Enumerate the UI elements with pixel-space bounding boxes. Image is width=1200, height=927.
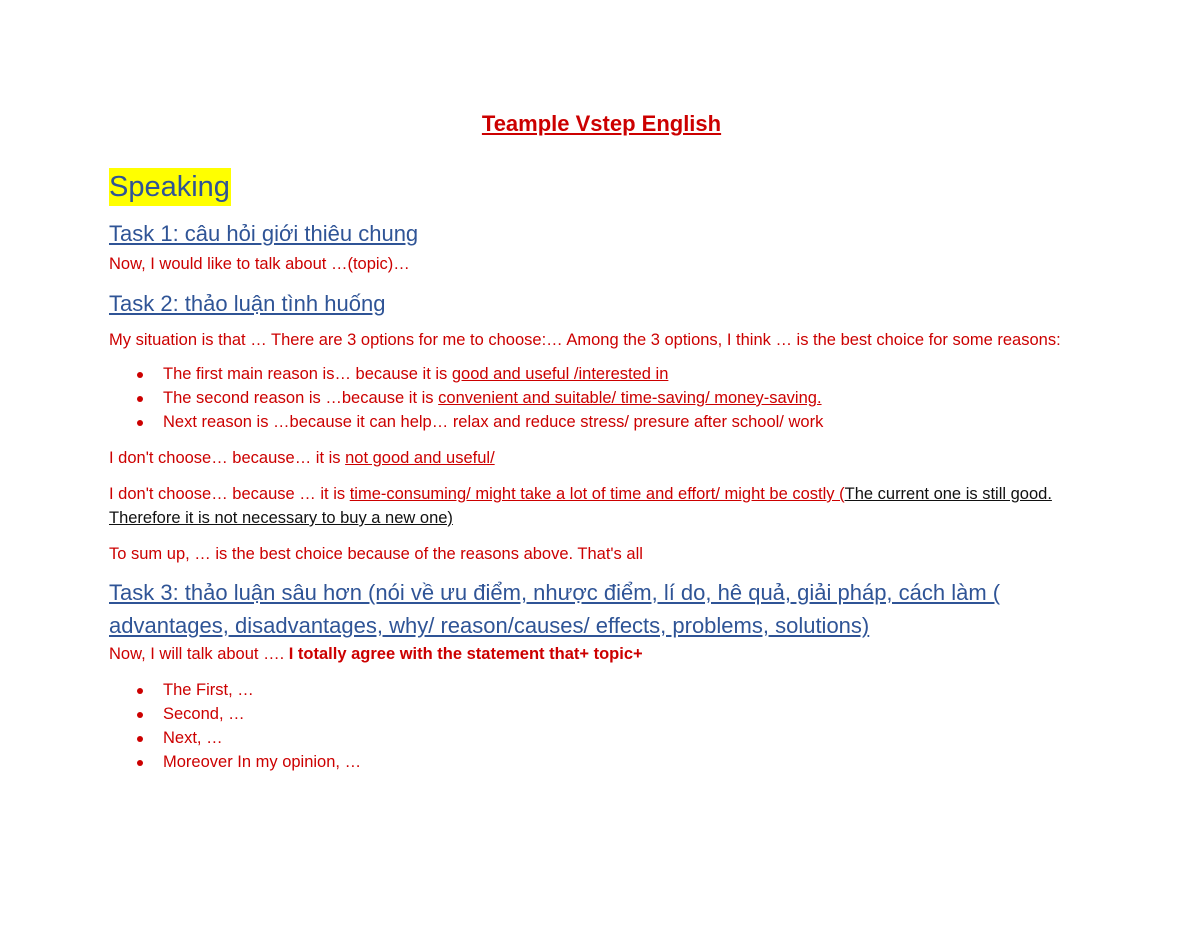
task1-text: Now, I would like to talk about …(topic)… <box>109 255 410 273</box>
section-heading <box>109 168 1094 206</box>
list-item-text: The second reason is …because it is <box>163 389 439 407</box>
dont-choose-2-text: I don't choose… because … it is <box>109 485 350 503</box>
task1-heading: Task 1: câu hỏi giới thiêu chung <box>109 221 419 246</box>
dont-choose-2-underlined: time-consuming/ might take a lot of time and effort/ might be costly ( <box>349 485 845 503</box>
document-content <box>109 108 1094 774</box>
task3-intro-text: Now, I will talk about …. <box>109 645 289 663</box>
document-title: Teample Vstep English <box>481 111 722 136</box>
task3-points-list <box>109 678 1094 774</box>
bullet-dot-icon <box>137 736 143 742</box>
bullet-dot-icon <box>137 760 143 766</box>
task2-heading: Task 2: thảo luận tình huống <box>109 291 386 316</box>
list-item <box>109 726 1094 750</box>
dont-choose-1-text: I don't choose… because… it is <box>109 449 346 467</box>
list-item <box>109 678 1094 702</box>
bullet-dot-icon <box>137 372 143 378</box>
bullet-dot-icon <box>137 712 143 718</box>
dont-choose-2-black-underlined: The current one is still good. Therefore it is not necessary to buy a new one) <box>109 485 1052 527</box>
list-item <box>109 362 1094 386</box>
list-item-text: Next, … <box>163 729 223 747</box>
list-item-text: The First, … <box>163 681 254 699</box>
task2-sum-up: To sum up, … is the best choice because of the reasons above. That's all <box>109 545 643 563</box>
task2-dont-choose-1 <box>109 446 1094 470</box>
bullet-dot-icon <box>137 420 143 426</box>
section-heading-speaking: Speaking <box>109 168 231 206</box>
dont-choose-1-underlined: not good and useful/ <box>345 449 495 467</box>
task3-intro <box>109 642 1094 666</box>
list-item <box>109 750 1094 774</box>
task2-intro: My situation is that … There are 3 options for me to choose:… Among the 3 options, I think … is the best choice for some reasons: <box>109 331 1061 349</box>
bullet-dot-icon <box>137 688 143 694</box>
list-item-underlined: convenient and suitable/ time-saving/ money-saving. <box>438 389 822 407</box>
list-item-text: Second, … <box>163 705 245 723</box>
list-item <box>109 410 1094 434</box>
task2-dont-choose-2 <box>109 482 1094 530</box>
list-item <box>109 702 1094 726</box>
list-item-text: Moreover In my opinion, … <box>163 753 362 771</box>
list-item <box>109 386 1094 410</box>
task2-reasons-list <box>109 362 1094 434</box>
bullet-dot-icon <box>137 396 143 402</box>
list-item-text: Next reason is …because it can help… relax and reduce stress/ presure after school/ work <box>163 413 824 431</box>
task3-intro-bold: I totally agree with the statement that+ topic+ <box>288 645 643 663</box>
list-item-text: The first main reason is… because it is <box>163 365 452 383</box>
task3-heading: Task 3: thảo luận sâu hơn (nói về ưu điểm, nhược điểm, lí do, hê quả, giải pháp, cách làm ( advantages, disadvantages, why/ reason/causes/ effects, problems, solutions) <box>109 580 1001 638</box>
list-item-underlined: good and useful /interested in <box>451 365 669 383</box>
